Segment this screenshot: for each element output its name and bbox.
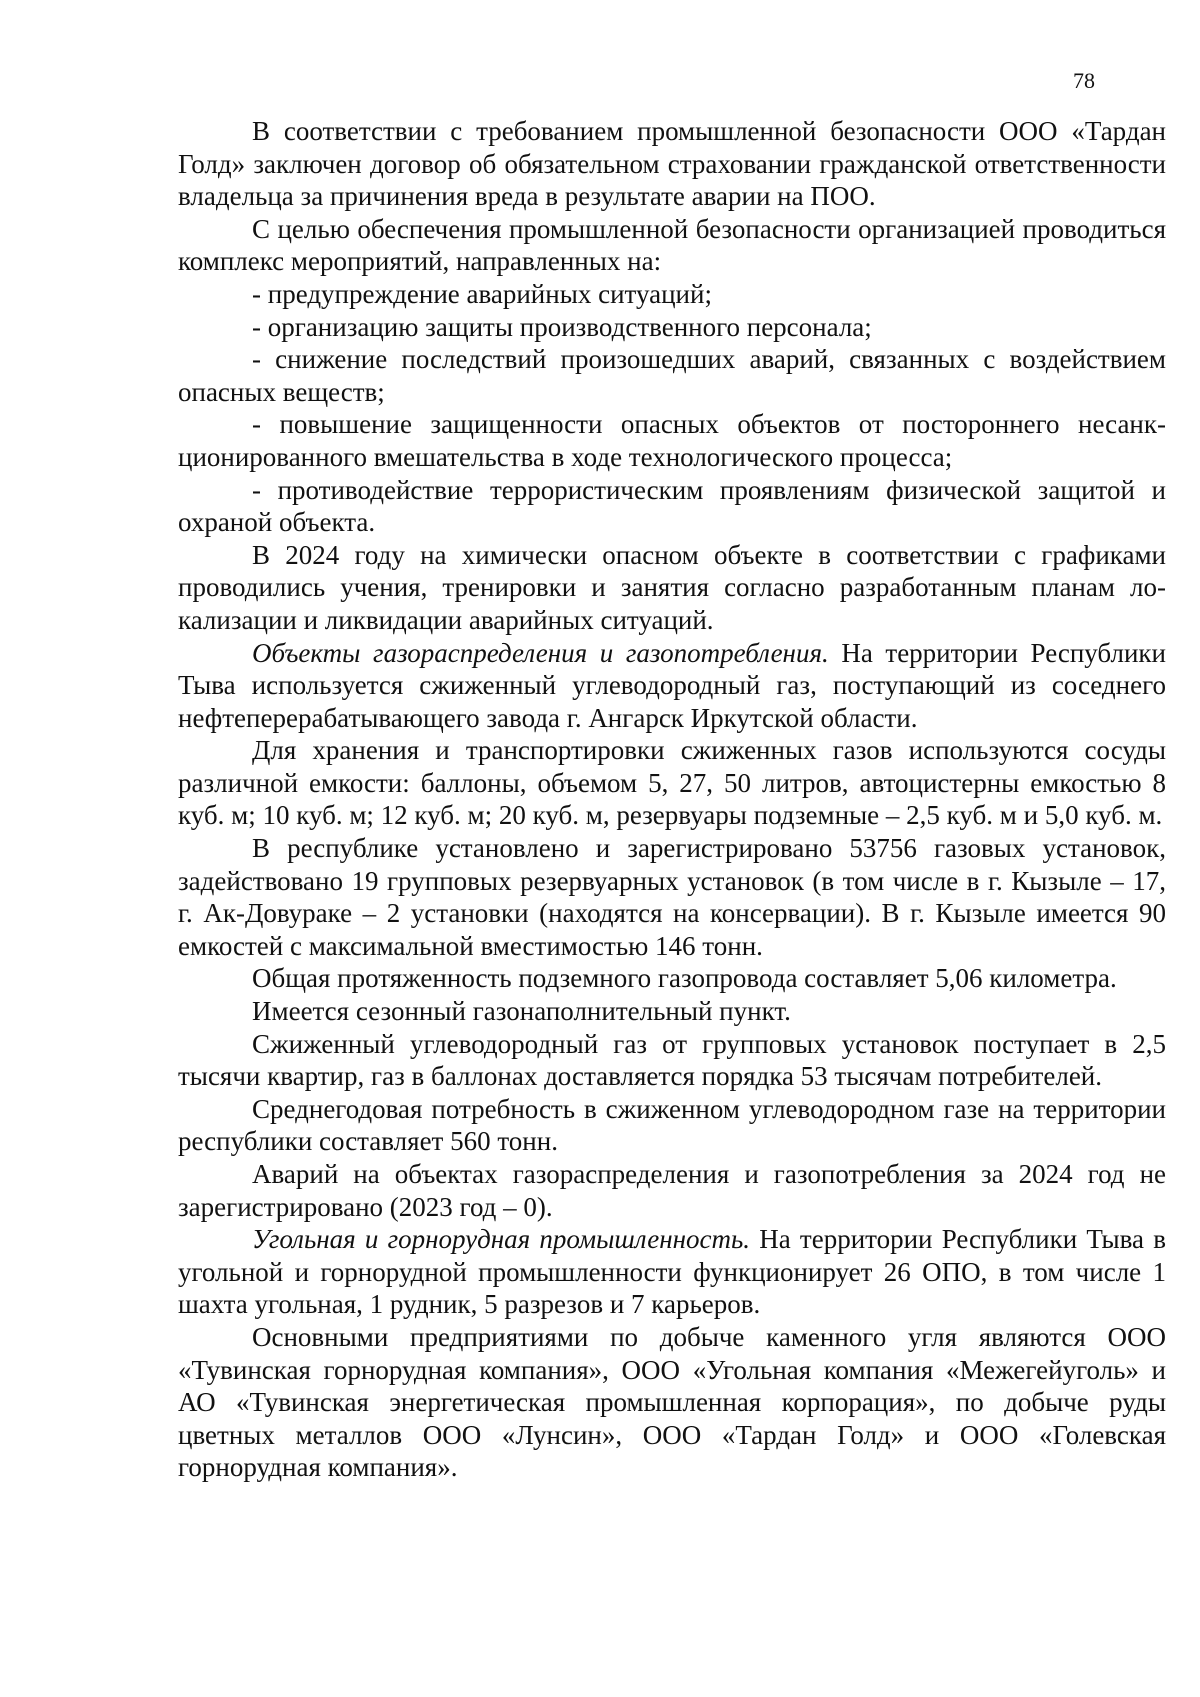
paragraph-gas-demand: Среднегодовая потребность в сжиженном углеводородном газе на территории республики составляет 560 тонн. — [178, 1093, 1166, 1157]
list-item-security: - повышение защищенности опасных объектов от постороннего несанкционированного вмешательства в ходе технологического процесса; — [178, 409, 1166, 472]
page-number: 78 — [1073, 68, 1095, 93]
paragraph-coal-enterprises: Основными предприятиями по добыче каменного угля являются ООО «Тувинская горнорудная компания», ООО «Угольная компания «Межегейуголь» и АО «Тувинская энергетическая промышленная корпорация», по добыче руды цветных металлов ООО «Лунсин», ООО «Тардан Голд» и ООО «Голевская горнорудная компания». — [178, 1321, 1166, 1483]
paragraph-measures-intro: С целью обеспечения промышленной безопасности организацией проводиться комплекс мероприятий, направленных на: — [178, 213, 1166, 277]
coal-section-lead: На территории Республики Тыва в угольной и горнорудной промышленности функционирует 26 ОПО, в том числе 1 шахта угольная, 1 рудник, 5 разрезов и 7 карьеров. — [178, 1224, 1166, 1320]
list-item-prevention: - предупреждение аварийных ситуаций; — [252, 278, 712, 309]
paragraph-pipeline-length: Общая протяженность подземного газопровода составляет 5,06 километра. — [252, 963, 1117, 994]
section-heading-gas: Объекты газораспределения и газопотребления. — [252, 637, 829, 668]
document-body — [178, 115, 1166, 1484]
section-heading-coal: Угольная и горнорудная промышленность. — [252, 1224, 751, 1255]
paragraph-filling-station: Имеется сезонный газонаполнительный пункт. — [252, 996, 791, 1027]
paragraph-gas-storage: Для хранения и транспортировки сжиженных газов используются сосуды различной емкости: баллоны, объемом 5, 27, 50 литров, автоцистерны емкостью 8 куб. м; 10 куб. м; 12 куб. м; 20 куб. м, резервуары подземные – 2,5 куб. м и 5,0 куб. м. — [178, 735, 1166, 831]
paragraph-gas-accidents: Аварий на объектах газораспределения и газопотребления за 2024 год не зарегистрировано (2023 год – 0). — [178, 1159, 1166, 1222]
list-item-antiterror: - противодействие террористическим проявлениям физической защитой и охраной объекта. — [178, 474, 1166, 538]
paragraph-coal-section — [178, 1223, 1166, 1321]
paragraph-training-2024: В 2024 году на химически опасном объекте в соответствии с графиками проводились учения, тренировки и занятия согласно разработанным планам локализации и ликвидации аварийных ситуаций. — [178, 539, 1166, 635]
gas-section-lead: На территории Республики Тыва используется сжиженный углеводородный газ, поступающий из соседнего нефтеперерабатывающего завода г. Ангарск Иркутской области. — [178, 637, 1166, 733]
list-item-consequences: - снижение последствий произошедших аварий, связанных с воздействием опасных веществ; — [178, 344, 1166, 407]
paragraph-gas-installations: В республике установлено и зарегистрировано 53756 газовых установок, задействовано 19 групповых резервуарных установок (в том числе в г. Кызыле – 17, г. Ак-Довураке – 2 установки (находятся на консервации). В г. Кызыле имеется 90 емкостей с максимальной вместимостью 146 тонн. — [178, 833, 1166, 961]
paragraph-insurance: В соответствии с требованием промышленной безопасности ООО «Тардан Голд» заключен договор об обязательном страховании гражданской ответственности владельца за причинения вреда в результате аварии на ПОО. — [178, 116, 1166, 212]
paragraph-gas-supply: Сжиженный углеводородный газ от групповых установок поступает в 2,5 тысячи квартир, газ в баллонах доставляется порядка 53 тысячам потребителей. — [178, 1028, 1166, 1092]
paragraph-gas-section — [178, 637, 1166, 735]
list-item-personnel-protection: - организацию защиты производственного персонала; — [252, 311, 872, 342]
